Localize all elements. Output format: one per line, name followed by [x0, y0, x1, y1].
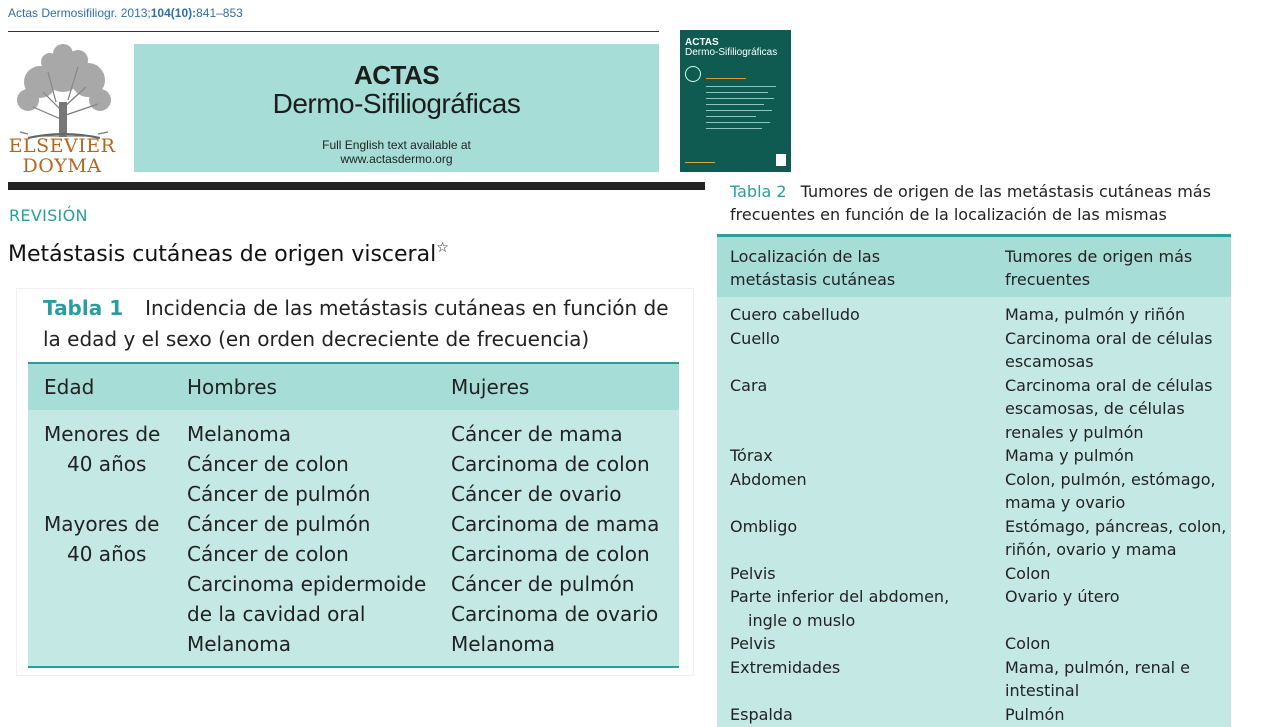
cover-line: [706, 128, 762, 129]
table2-location-cell: Cuello: [730, 328, 780, 348]
journal-banner[interactable]: [134, 44, 659, 172]
table2-tumor-cell: Pulmón: [1005, 704, 1065, 724]
table1-cell-edad: [44, 509, 159, 569]
citation-line[interactable]: [8, 6, 243, 20]
table1-hombres-item: Melanoma: [187, 632, 292, 656]
table1-mujeres-item: Cáncer de pulmón: [451, 572, 635, 596]
table2-tumor-cell: renales y pulmón: [1005, 422, 1144, 442]
table1-header-hombres: Hombres: [187, 375, 277, 399]
table1-mujeres-item: Carcinoma de ovario: [451, 602, 659, 626]
table2-tumor-cell: escamosas: [1005, 352, 1094, 371]
table2-tumor-cell: Colon: [1005, 634, 1051, 653]
header-bar: [8, 182, 705, 190]
publisher-line1: ELSEVIER: [8, 135, 116, 157]
cover-line: [706, 92, 768, 93]
table1-edad-line: Mayores de: [44, 512, 160, 536]
table2-location-cell: Ombligo: [730, 516, 798, 536]
journal-cover-image[interactable]: [680, 30, 791, 172]
table1-caption: [43, 293, 673, 355]
table1-cell-mujeres: [451, 419, 650, 509]
table2-header-line: Tumores de origen más: [1005, 247, 1193, 266]
table1-cell-hombres: [187, 419, 370, 509]
table2-tumor-cell: Colon: [1005, 563, 1051, 583]
table2-location-cell: Pelvis: [730, 634, 776, 653]
cover-line: [706, 116, 756, 117]
publisher-line2: DOYMA: [22, 155, 102, 177]
table1-header-mujeres: Mujeres: [451, 375, 530, 399]
table1-header-edad: Edad: [44, 375, 95, 399]
table2-location-column: [730, 303, 949, 726]
banner-title: ACTAS: [353, 60, 440, 90]
table1-hombres-item: Cáncer de pulmón: [187, 512, 371, 536]
table2-tumor-cell: Mama, pulmón y riñón: [1005, 305, 1186, 324]
table2-tumor-column: [1005, 303, 1226, 726]
cover-line: [706, 86, 776, 87]
cover-emblem-icon: [685, 66, 701, 82]
table2-caption-line1: Tumores de origen de las metástasis cutáneas más: [800, 182, 1211, 201]
table2-header-tumors: [1005, 245, 1192, 291]
table1-hombres-item: Cáncer de pulmón: [187, 482, 371, 506]
cover-subtitle: Dermo-Sifiliográficas: [685, 47, 778, 58]
table2-tumor-cell: escamosas, de células: [1005, 399, 1185, 418]
banner-subtitle: Dermo-Sifiliográficas: [272, 88, 521, 119]
table2-tumor-cell: Mama y pulmón: [1005, 446, 1134, 465]
table2-location-cell: Extremidades: [730, 657, 841, 677]
table2-location-cell: Parte inferior del abdomen,: [730, 587, 950, 606]
table1-mujeres-item: Cáncer de ovario: [451, 482, 622, 506]
cover-line: [685, 162, 715, 163]
table2-location-cell: Cuero cabelludo: [730, 305, 860, 324]
table1-mujeres-item: Cáncer de mama: [451, 422, 623, 446]
table1-hombres-item: Cáncer de colon: [187, 542, 349, 566]
table2-location-cell: ingle o muslo: [748, 610, 856, 630]
banner-url[interactable]: www.actasdermo.org: [340, 152, 453, 166]
table1-hombres-item: Melanoma: [187, 422, 292, 446]
table2-location-cell: Espalda: [730, 704, 793, 724]
table2-tumor-cell: Ovario y útero: [1005, 587, 1120, 606]
citation-volume: 104(10):: [150, 6, 197, 20]
table1-mujeres-item: Carcinoma de mama: [451, 512, 660, 536]
table2-label: Tabla 2: [730, 182, 787, 201]
table1-cell-edad: [44, 419, 160, 479]
table1-edad-line: 40 años: [67, 542, 147, 566]
table-2: [708, 177, 1233, 722]
banner-note-line1: Full English text available at: [322, 138, 471, 152]
table1-hombres-item: de la cavidad oral: [187, 602, 366, 626]
table2-header-location: [730, 245, 895, 291]
table2-tumor-cell: Estómago, páncreas, colon,: [1005, 516, 1227, 536]
table2-tumor-cell: Colon, pulmón, estómago,: [1005, 469, 1216, 489]
table2-tumor-cell: Carcinoma oral de células: [1005, 328, 1213, 348]
table1-cell-mujeres: [451, 509, 659, 659]
cover-line: [706, 104, 764, 105]
table2-tumor-cell: Mama, pulmón, renal e: [1005, 657, 1190, 677]
table1-hombres-item: Carcinoma epidermoide: [187, 572, 427, 596]
table2-tumor-cell: mama y ovario: [1005, 493, 1126, 512]
table2-location-cell: Abdomen: [730, 469, 807, 489]
table1-cell-hombres: [187, 509, 426, 659]
table1-caption-text: Incidencia de las metástasis cutáneas en función de la edad y el sexo (en orden decreciente de frecuencia): [43, 296, 669, 351]
table1-body: [28, 410, 679, 668]
table1-mujeres-item: Carcinoma de colon: [451, 452, 650, 476]
table2-location-cell: Pelvis: [730, 563, 776, 583]
table2-header-row: [717, 234, 1231, 300]
cover-publisher-mark-icon: [776, 154, 786, 166]
table1-edad-line: 40 años: [67, 452, 147, 476]
table2-tumor-cell: intestinal: [1005, 681, 1080, 700]
table1-label: Tabla 1: [43, 296, 124, 320]
article-title-text: Metástasis cutáneas de origen visceral: [8, 242, 437, 267]
publisher-name: [8, 136, 116, 176]
cover-line: [706, 98, 774, 99]
table1-mujeres-item: Melanoma: [451, 632, 556, 656]
cover-line: [706, 122, 770, 123]
citation-journal: Actas Dermosifiliogr.: [8, 6, 118, 20]
table2-header-line: metástasis cutáneas: [730, 270, 896, 289]
table1-hombres-item: Cáncer de colon: [187, 452, 349, 476]
table2-caption-line2: frecuentes en función de la localización de las mismas: [730, 205, 1167, 224]
table2-location-cell: Cara: [730, 375, 768, 395]
table2-body: [717, 297, 1231, 727]
table2-tumor-cell: riñón, ovario y mama: [1005, 540, 1177, 559]
article-title: [8, 242, 449, 267]
cover-title: ACTAS: [685, 37, 719, 48]
section-label: REVISIÓN: [9, 206, 88, 225]
cover-line: [706, 110, 772, 111]
table1-mujeres-item: Carcinoma de colon: [451, 542, 650, 566]
cover-line: [706, 78, 746, 79]
citation-pages: 841–853: [196, 6, 243, 20]
table1-edad-line: Menores de: [44, 422, 161, 446]
table-1: [16, 288, 694, 676]
table2-tumor-cell: Carcinoma oral de células: [1005, 375, 1213, 395]
header-rule: [8, 31, 659, 32]
table1-header-row: [28, 362, 679, 412]
table2-header-line: Localización de las: [730, 247, 881, 266]
table2-caption: [730, 180, 1230, 226]
footnote-star-icon[interactable]: ☆: [436, 240, 449, 256]
table2-location-cell: Tórax: [730, 446, 773, 465]
citation-year: 2013;: [120, 6, 151, 20]
table2-header-line: frecuentes: [1005, 270, 1091, 289]
